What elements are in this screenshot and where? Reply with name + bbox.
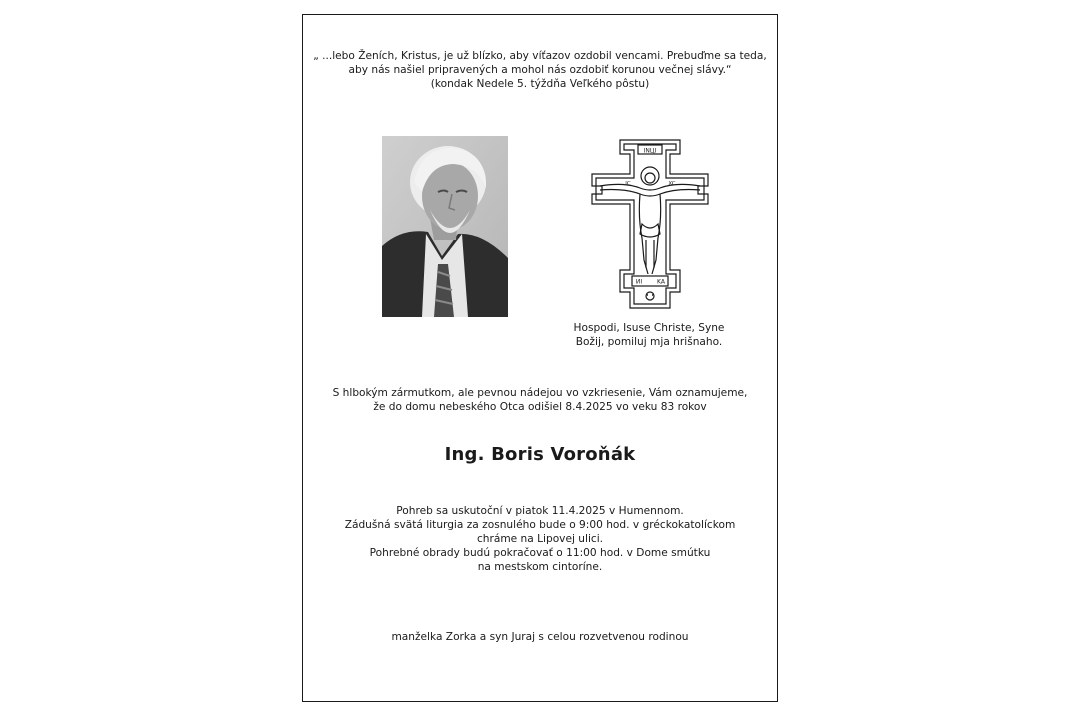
announcement-line-1: S hlbokým zármutkom, ale pevnou nádejou vo vzkriesenie, Vám oznamujeme, [332,387,748,399]
death-announcement [303,386,777,414]
cross-halo-left: IC [625,181,631,187]
deceased-name: Ing. Boris Voroňák [444,444,636,465]
funeral-line-3: chráme na Lipovej ulici. [476,533,604,545]
funeral-line-4: Pohrebné obrady budú pokračovať o 11:00 hod. v Dome smútku [369,547,711,559]
quote-line-1: „ ...lebo Ženích, Kristus, je už blízko, aby víťazov ozdobil vencami. Prebuďme sa teda, [313,50,767,62]
cross-top-inscription: INЦI [643,147,657,155]
cross-halo-right: XC [668,181,676,187]
crucifix-icon [588,138,712,310]
funeral-line-1: Pohreb sa uskutoční v piatok 11.4.2025 v Humennom. [396,505,684,517]
obituary-card [302,14,778,702]
prayer-line-1: Hospodi, Isuse Christe, Syne [573,322,725,334]
quote-line-2: aby nás našiel pripravených a mohol nás ozdobiť korunou večnej slávy.“ [348,64,732,76]
family-signature: manželka Zorka a syn Juraj s celou rozvetvenou rodinou [391,631,689,643]
announcement-line-2: že do domu nebeského Otca odišiel 8.4.2025 vo veku 83 rokov [373,401,707,413]
funeral-details [303,504,777,574]
scripture-quote [303,49,777,91]
portrait-photo [382,136,508,317]
quote-source: (kondak Nedele 5. týždňa Veľkého pôstu) [430,78,650,90]
funeral-line-5: na mestskom cintoríne. [477,561,603,573]
prayer-caption [549,321,749,349]
cross-left-inscription: ИI [635,278,643,286]
cross-right-inscription: KA [657,278,665,286]
funeral-line-2: Zádušná svätá liturgia za zosnulého bude o 9:00 hod. v gréckokatolíckom [344,519,736,531]
prayer-line-2: Božij, pomiluj mja hrišnaho. [575,336,723,348]
